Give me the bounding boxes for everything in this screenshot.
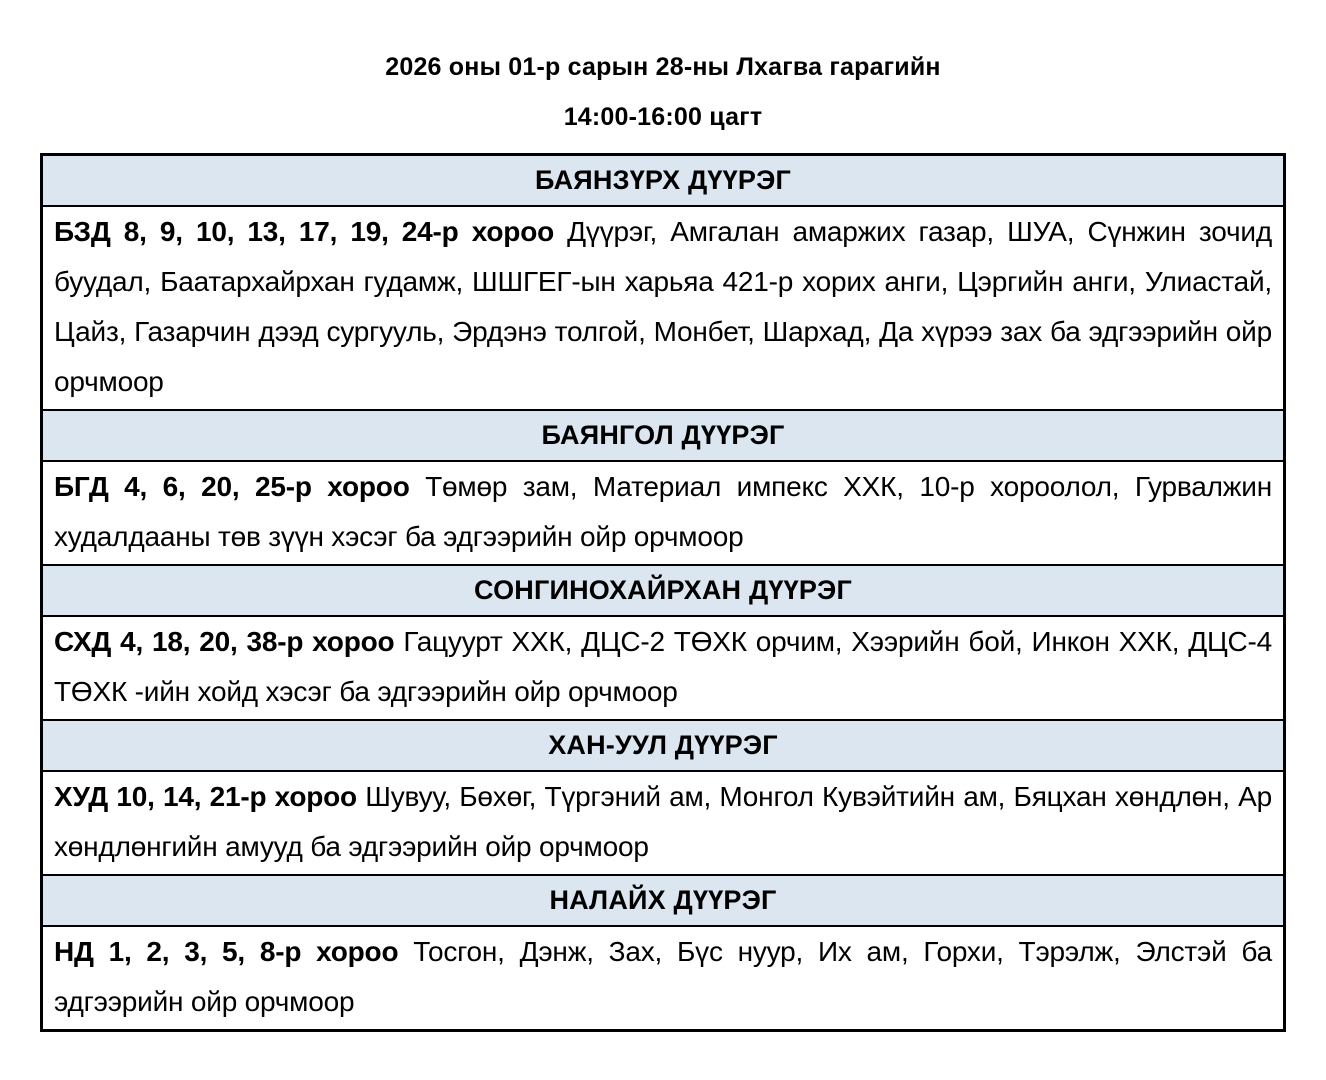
area-list: Дүүрэг, Амгалан амаржих газар, ШУА, Сүнжин зочид буудал, Баатархайрхан гудамж, ШШГЕГ-ын харьяа 421-р хорих анги, Цэргийн анги, Улиастай, Цайз, Газарчин дээд сургууль, Эрдэнэ толгой, Монбет, Шархад, Да хүрээ зах ба эдгээрийн ойр орчмоор bbox=[54, 216, 1272, 397]
khoroo-list: СХД 4, 18, 20, 38-р хороо bbox=[54, 626, 395, 657]
khoroo-list: ХУД 10, 14, 21-р хороо bbox=[54, 781, 357, 812]
district-header-khanuul: ХАН-УУЛ ДҮҮРЭГ bbox=[42, 720, 1285, 771]
district-body-bayanzurkh bbox=[42, 206, 1285, 410]
district-header-nalaikh: НАЛАЙХ ДҮҮРЭГ bbox=[42, 875, 1285, 926]
area-list: Гацуурт ХХК, ДЦС-2 ТӨХК орчим, Хээрийн бой, Инкон ХХК, ДЦС-4 ТӨХК -ийн хойд хэсэг ба эдгээрийн ойр орчмоор bbox=[54, 626, 1272, 707]
area-list: Тосгон, Дэнж, Зах, Бүс нуур, Их ам, Горхи, Тэрэлж, Элстэй ба эдгээрийн ойр орчмоор bbox=[54, 936, 1272, 1017]
district-header-bayangol: БАЯНГОЛ ДҮҮРЭГ bbox=[42, 410, 1285, 461]
district-body-khanuul bbox=[42, 771, 1285, 875]
title-time-line: 14:00-16:00 цагт bbox=[563, 103, 763, 131]
district-body-bayangol bbox=[42, 461, 1285, 565]
table-row bbox=[42, 410, 1285, 461]
area-list: Шувуу, Бөхөг, Түргэний ам, Монгол Кувэйтийн ам, Бяцхан хөндлөн, Ар хөндлөнгийн амууд ба эдгээрийн ойр орчмоор bbox=[54, 781, 1272, 862]
table-row bbox=[42, 565, 1285, 616]
table-row bbox=[42, 206, 1285, 410]
area-list: Төмөр зам, Материал импекс ХХК, 10-р хороолол, Гурвалжин худалдааны төв зүүн хэсэг ба эдгээрийн ойр орчмоор bbox=[54, 471, 1272, 552]
district-body-songinokhairkhan bbox=[42, 616, 1285, 720]
khoroo-list: НД 1, 2, 3, 5, 8-р хороо bbox=[54, 936, 399, 967]
table-row bbox=[42, 875, 1285, 926]
table-row bbox=[42, 461, 1285, 565]
table-row bbox=[42, 720, 1285, 771]
title-date-line: 2026 оны 01-р сарын 28-ны Лхагва гарагийн bbox=[385, 53, 941, 81]
khoroo-list: БГД 4, 6, 20, 25-р хороо bbox=[54, 471, 410, 502]
table-row bbox=[42, 771, 1285, 875]
table-row bbox=[42, 926, 1285, 1031]
district-header-bayanzurkh: БАЯНЗҮРХ ДҮҮРЭГ bbox=[42, 155, 1285, 207]
outage-schedule-table bbox=[40, 153, 1286, 1032]
table-row bbox=[42, 155, 1285, 207]
district-header-songinokhairkhan: СОНГИНОХАЙРХАН ДҮҮРЭГ bbox=[42, 565, 1285, 616]
khoroo-list: БЗД 8, 9, 10, 13, 17, 19, 24-р хороо bbox=[54, 216, 554, 247]
document-title bbox=[0, 0, 1326, 132]
district-body-nalaikh bbox=[42, 926, 1285, 1031]
table-row bbox=[42, 616, 1285, 720]
